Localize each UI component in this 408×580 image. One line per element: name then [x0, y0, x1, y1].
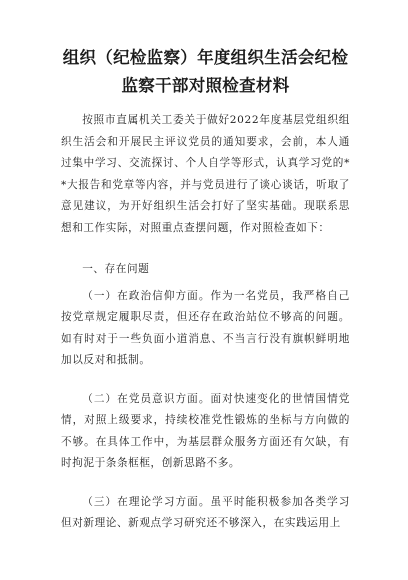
section-heading: 一、存在问题: [82, 263, 150, 275]
problem-item-party-awareness: （二）在党员意识方面。面对快速变化的世情国情党情，对照上级要求，持续校准党性锻炼的坐标与方向做的不够。在具体工作中，为基层群众服务方面还有欠缺，有时拘泥于条条框框，创新思路不多。: [61, 392, 350, 469]
problem-item-political-belief: （一）在政治信仰方面。作为一名党员，我严格自己按党章规定履职尽责，但还存在政治站位不够高的问题。如有时对于一些负面小道消息、不当言行没有旗帜鲜明地加以反对和抵制。: [61, 289, 350, 366]
intro-paragraph: 按照市直属机关工委关于做好2022年度基层党组织组织生活会和开展民主评议党员的通知要求，会前，本人通过集中学习、交流探讨、个人自学等形式，认真学习党的**大报告和党章等内容，并与党员进行了谈心谈话，听取了意见建议，为开好组织生活会打好了坚实基础。现联系思想和工作实际，对照重点查摆问题，作对照检查如下：: [61, 114, 350, 234]
problem-item-theory-study: （三）在理论学习方面。虽平时能积极参加各类学习但对新理论、新观点学习研究还不够深入，在实践运用上: [61, 495, 350, 529]
document-title: 组织（纪检监察）年度组织生活会纪检监察干部对照检查材料: [62, 48, 349, 95]
